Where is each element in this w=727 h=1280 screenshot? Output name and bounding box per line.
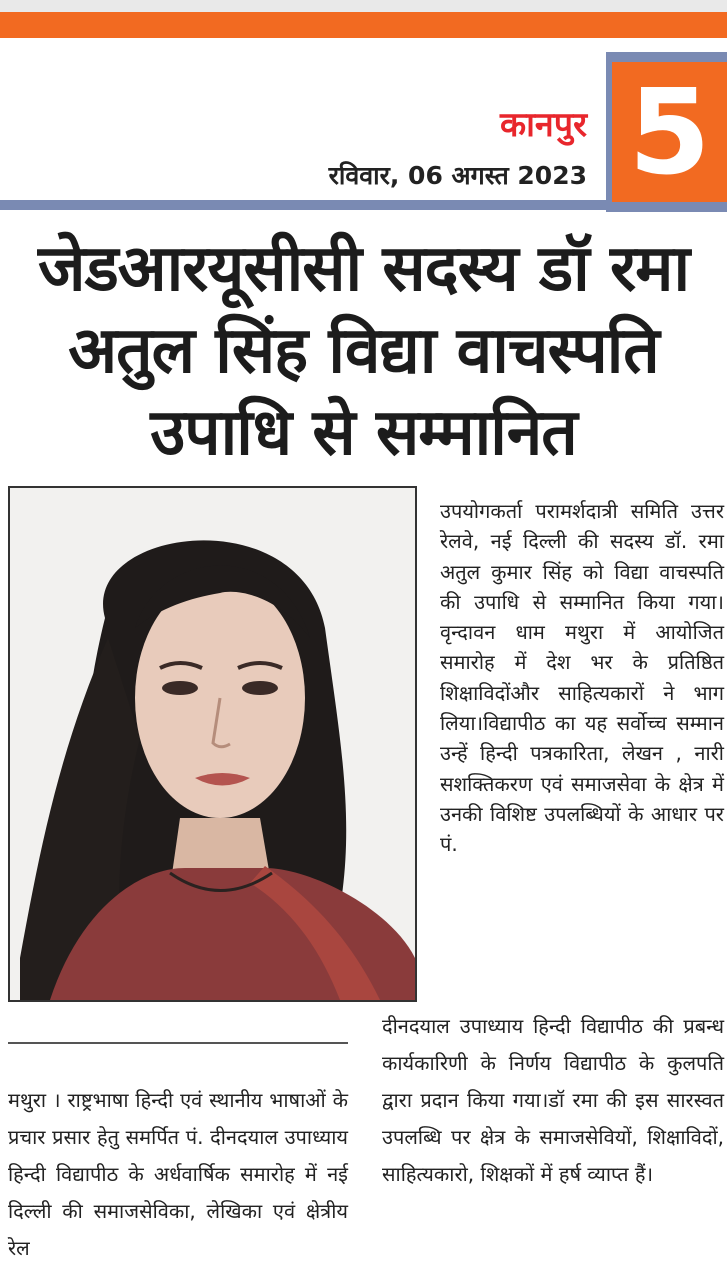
article-paragraph-1: उपयोगकर्ता परामर्शदात्री समिति उत्तर रेलवे, नई दिल्ली की सदस्य डॉ. रमा अतुल कुमार सिंह को विद्या वाचस्पति की उपाधि से सम्मानित किया गया। वृन्दावन धाम मथुरा में आयोजित समारोह में देश भर के प्रतिष्ठित शिक्षाविदोंऔर साहित्यकारों ने भाग लिया।विद्यापीठ का यह सर्वोच्च सम्मान उन्हें हिन्दी पत्रकारिता, लेखन , नारी सशक्तिकरण एवं समाजसेवा के क्षेत्र में उनकी विशिष्ट उपलब्धियों के आधार पर पं. bbox=[440, 499, 724, 857]
city-name: कानपुर bbox=[499, 105, 587, 145]
portrait-photo bbox=[8, 486, 417, 1002]
article-paragraph-2: दीनदयाल उपाध्याय हिन्दी विद्यापीठ की प्रबन्ध कार्यकारिणी के निर्णय विद्यापीठ के कुलपति द्वारा प्रदान किया गया।डॉ रमा की इस सारस्वत उपलब्धि पर क्षेत्र के समाजसेवियों, शिक्षाविदों, साहित्यकारो, शिक्षकों में हर्ष व्याप्त हैं। bbox=[382, 1014, 724, 1186]
headline-line-1: जेडआरयूसीसी सदस्य डॉ रमा bbox=[37, 232, 690, 306]
masthead-rule bbox=[0, 200, 610, 210]
article-left-column bbox=[8, 1082, 348, 1267]
orange-header-band bbox=[0, 12, 727, 38]
page-number: 5 bbox=[612, 62, 727, 202]
column-divider bbox=[8, 1042, 348, 1044]
article-right-column bbox=[440, 496, 724, 860]
article-paragraph-intro: मथुरा । राष्ट्रभाषा हिन्दी एवं स्थानीय भाषाओं के प्रचार प्रसार हेतु समर्पित पं. दीनदयाल उपाध्याय हिन्दी विद्यापीठ के अर्धवार्षिक समारोह में नई दिल्ली की समाजसेविका, लेखिका एवं क्षेत्रीय रेल bbox=[8, 1088, 348, 1260]
article-bottom-right-column bbox=[382, 1008, 724, 1193]
headline bbox=[0, 228, 727, 474]
issue-date: रविवार, 06 अगस्त 2023 bbox=[328, 161, 587, 190]
top-border bbox=[0, 0, 727, 12]
headline-line-3: उपाधि से सम्मानित bbox=[150, 396, 577, 470]
headline-line-2: अतुल सिंह विद्या वाचस्पति bbox=[68, 314, 659, 388]
